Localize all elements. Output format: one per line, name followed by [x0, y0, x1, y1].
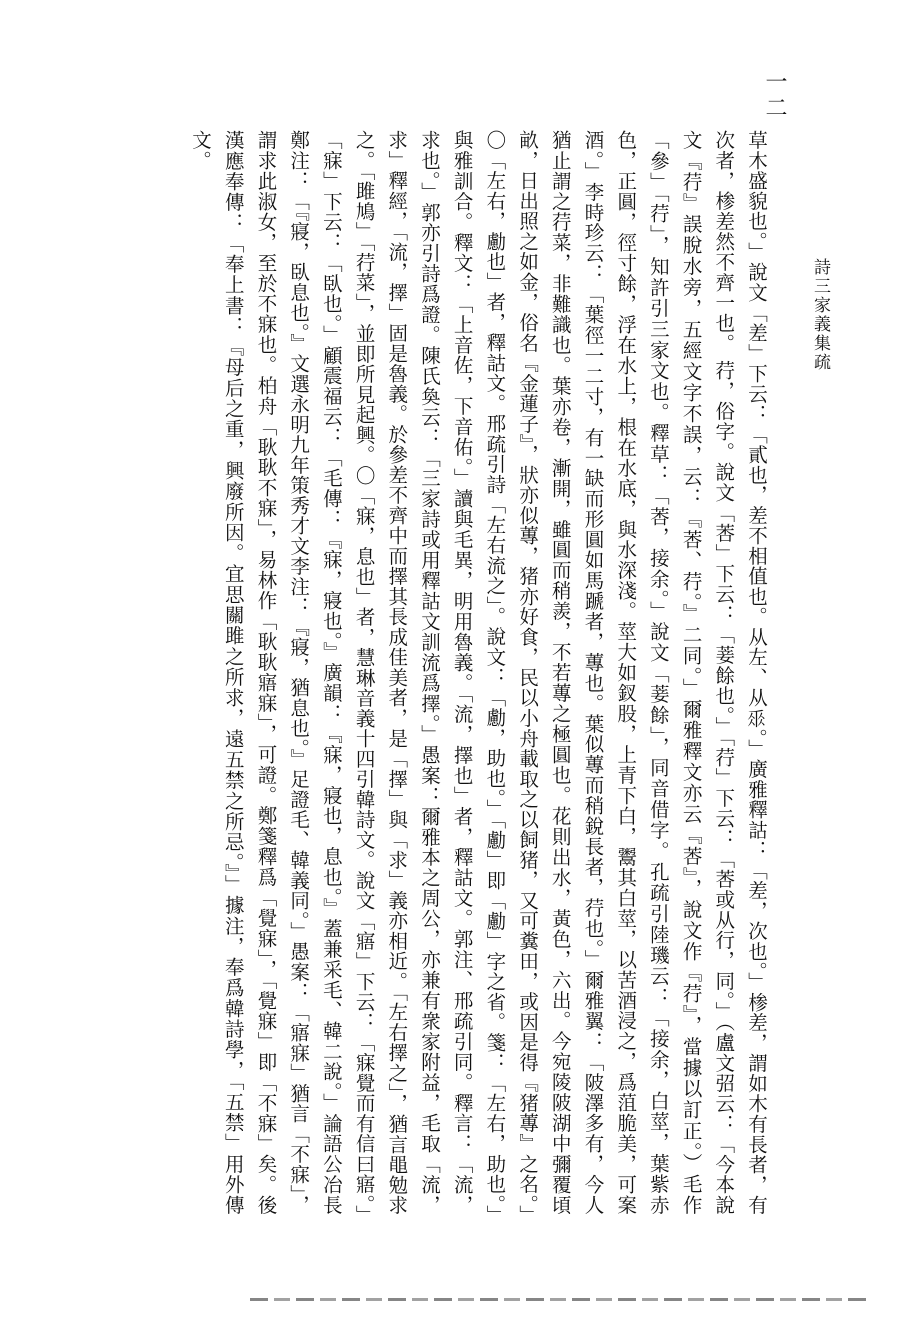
page-number: 一二	[762, 70, 787, 122]
commentary-paragraph: 草木盛貌也。」說文「差」下云：「貳也，差不相值也。从左、从𠂹。」廣雅釋詁：「差，次也。」椮差，謂如木有長者，有次者，椮差然不齊一也。 荇，俗字。說文「莕」下云：「菨餘也。」「荇」下云：「莕或从行，同。」（盧文弨云：「今本說文『荇』誤脫水旁，五經文字不誤，云：『莕、荇。』二同。」爾雅釋文亦云『莕』，說文作『荇』，當據以訂正。）毛作「參」「荇」，知許引三家文也。釋草：「莕，接余。」說文「菨餘」，同音借字。孔疏引陸璣云：「接余，白莖，葉紫赤色，正圓，徑寸餘，浮在水上，根在水底，與水深淺。莖大如釵股，上青下白，鬻其白莖，以苦酒浸之，爲菹脆美，可案酒。」李時珍云：「葉徑一二寸，有一缺而形圓如馬蹏者，蓴也。葉似蓴而稍銳長者，荇也。」爾雅翼：「陂澤多有，今人猶止謂之荇菜，非難識也。葉亦卷，漸開，雖圓而稍羨，不若蓴之極圓也。花則出水，黃色，六出。今宛陵陂湖中彌覆頃畝，日出照之如金，俗名『金蓮子』，狀亦似蓴，猪亦好食，民以小舟載取之以飼猪，又可糞田，或因是得『猪蓴』之名。」〇「左右，勴也」者，釋詁文。邢疏引詩「左右流之」。說文：「勴，助也。」「勴」即「勴」字之省。箋：「左右，助也。」與雅訓合。釋文：「上音佐，下音佑。」讀與毛異，明用魯義。「流，擇也」者，釋詁文。郭注、邢疏引同。釋言：「流，求也。」郭亦引詩爲證。陳氏奐云：「三家詩或用釋詁文訓流爲擇。」愚案：爾雅本之周公，亦兼有衆家附益，毛取「流，求」釋經，「流，擇」固是魯義。於參差不齊中而擇其長成佳美者，是「擇」與「求」義亦相近。「左右擇之」，猶言黽勉求之。「雎鳩」「荇菜」，並即所見起興。〇「寐，息也」者，慧琳音義十四引韓詩文。說文「寤」下云：「寐覺而有信曰寤。」「寐」下云：「臥也。」顧震福云：「毛傳：『寐，寢也。』廣韻：『寐，寢也，息也。』蓋兼采毛、韓二說。」論語公冶長鄭注：「『寢，臥息也。』文選永明九年策秀才文李注：『寢，猶息也。』足證毛、韓義同。」愚案：「寤寐」猶言「不寐」，謂求此淑女，至於不寐也。柏舟「耿耿不寐」，易林作「耿耿寤寐」，可證。鄭箋釋爲「覺寐」，「覺寐」即「不寐」矣。後漢應奉傳：「奉上書：『母后之重，興廢所因。宜思關雎之所求，遠五禁之所忌。』」據注，奉爲韓詩學，「五禁」用外傳文。	[189, 130, 768, 1215]
scan-edge-artifact	[250, 1298, 870, 1301]
vertical-commentary-text	[118, 130, 772, 1215]
running-header-title: 詩三家義集疏	[810, 258, 830, 372]
